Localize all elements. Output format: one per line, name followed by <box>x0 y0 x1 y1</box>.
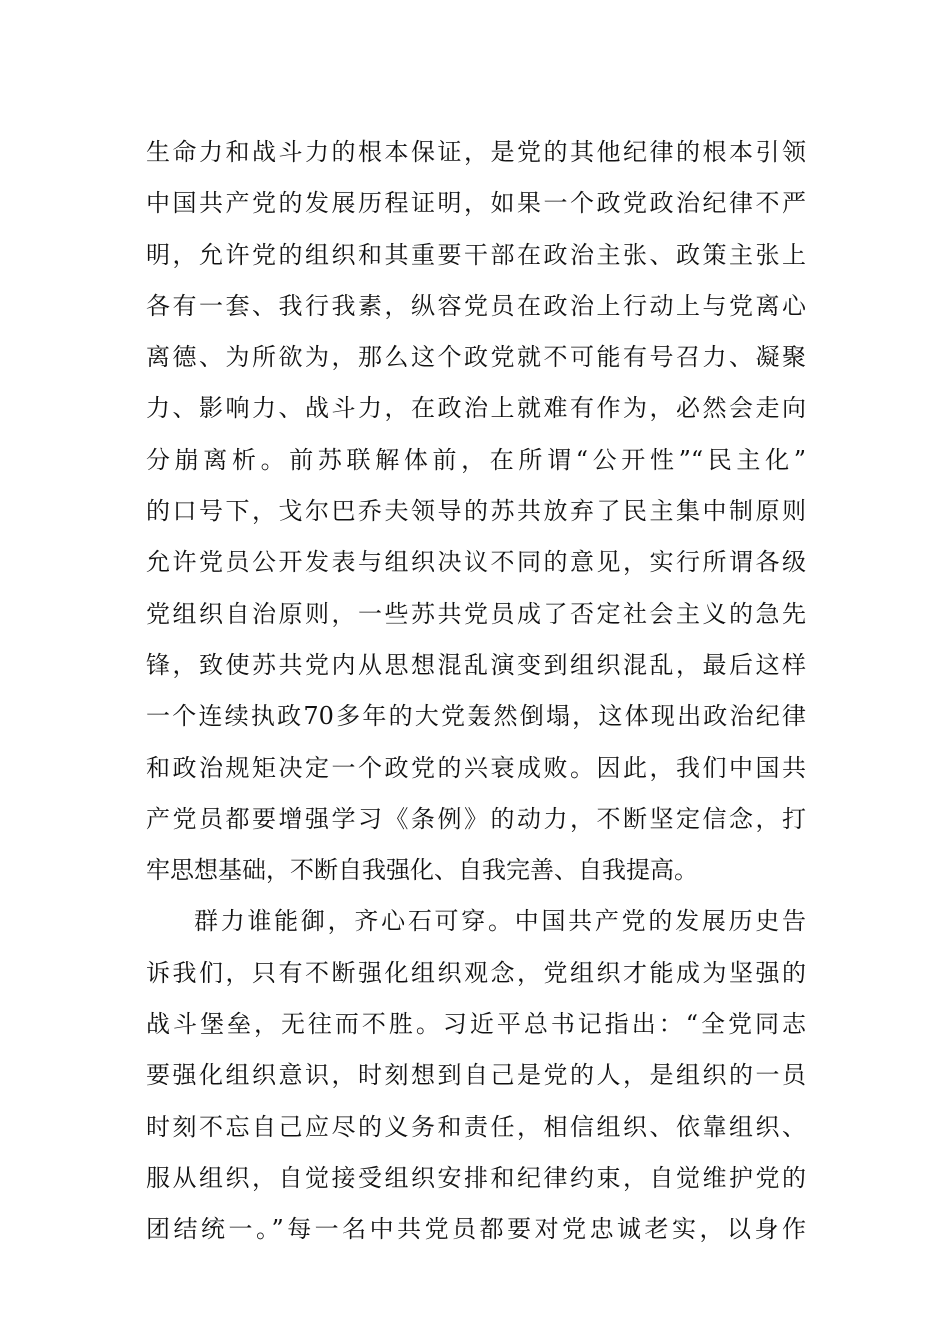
text-line: 的口号下，戈尔巴乔夫领导的苏共放弃了民主集中制原则 <box>146 497 806 526</box>
text-line: 允许党员公开发表与组织决议不同的意见，实行所谓各级 <box>146 548 806 577</box>
text-line: 明，允许党的组织和其重要干部在政治主张、政策主张上 <box>146 240 806 269</box>
text-line: 离德、为所欲为，那么这个政党就不可能有号召力、凝聚 <box>146 343 806 372</box>
text-line: 产党员都要增强学习《条例》的动力，不断坚定信念，打 <box>146 804 806 833</box>
text-line: 锋，致使苏共党内从思想混乱演变到组织混乱，最后这样 <box>146 650 806 679</box>
text-line: 要强化组织意识，时刻想到自己是党的人，是组织的一员 <box>146 1061 806 1090</box>
text-line: 团结统一。”每一名中共党员都要对党忠诚老实，以身作 <box>146 1215 806 1244</box>
paragraph-start-line: 群力谁能御，齐心石可穿。中国共产党的发展历史告 <box>194 907 806 936</box>
document-body <box>146 127 806 1256</box>
paragraph-end-line: 牢思想基础，不断自我强化、自我完善、自我提高。 <box>146 856 698 885</box>
text-line: 各有一套、我行我素，纵容党员在政治上行动上与党离心 <box>146 291 806 320</box>
text-line: 分崩离析。前苏联解体前，在所谓“公开性”“民主化” <box>146 445 806 474</box>
text-line: 党组织自治原则，一些苏共党员成了否定社会主义的急先 <box>146 599 806 628</box>
text-line: 诉我们，只有不断强化组织观念，党组织才能成为坚强的 <box>146 958 806 987</box>
text-line: 和政治规矩决定一个政党的兴衰成败。因此，我们中国共 <box>146 753 806 782</box>
text-line: 中国共产党的发展历程证明，如果一个政党政治纪律不严 <box>146 189 806 218</box>
text-line: 力、影响力、战斗力，在政治上就难有作为，必然会走向 <box>146 394 806 423</box>
text-line: 战斗堡垒，无往而不胜。习近平总书记指出：“全党同志 <box>146 1010 806 1039</box>
text-line: 服从组织，自觉接受组织安排和纪律约束，自觉维护党的 <box>146 1163 806 1192</box>
text-line: 生命力和战斗力的根本保证，是党的其他纪律的根本引领 <box>146 138 806 166</box>
text-line: 时刻不忘自己应尽的义务和责任，相信组织、依靠组织、 <box>146 1112 806 1141</box>
text-line: 一个连续执政70多年的大党轰然倒塌，这体现出政治纪律 <box>146 702 806 731</box>
